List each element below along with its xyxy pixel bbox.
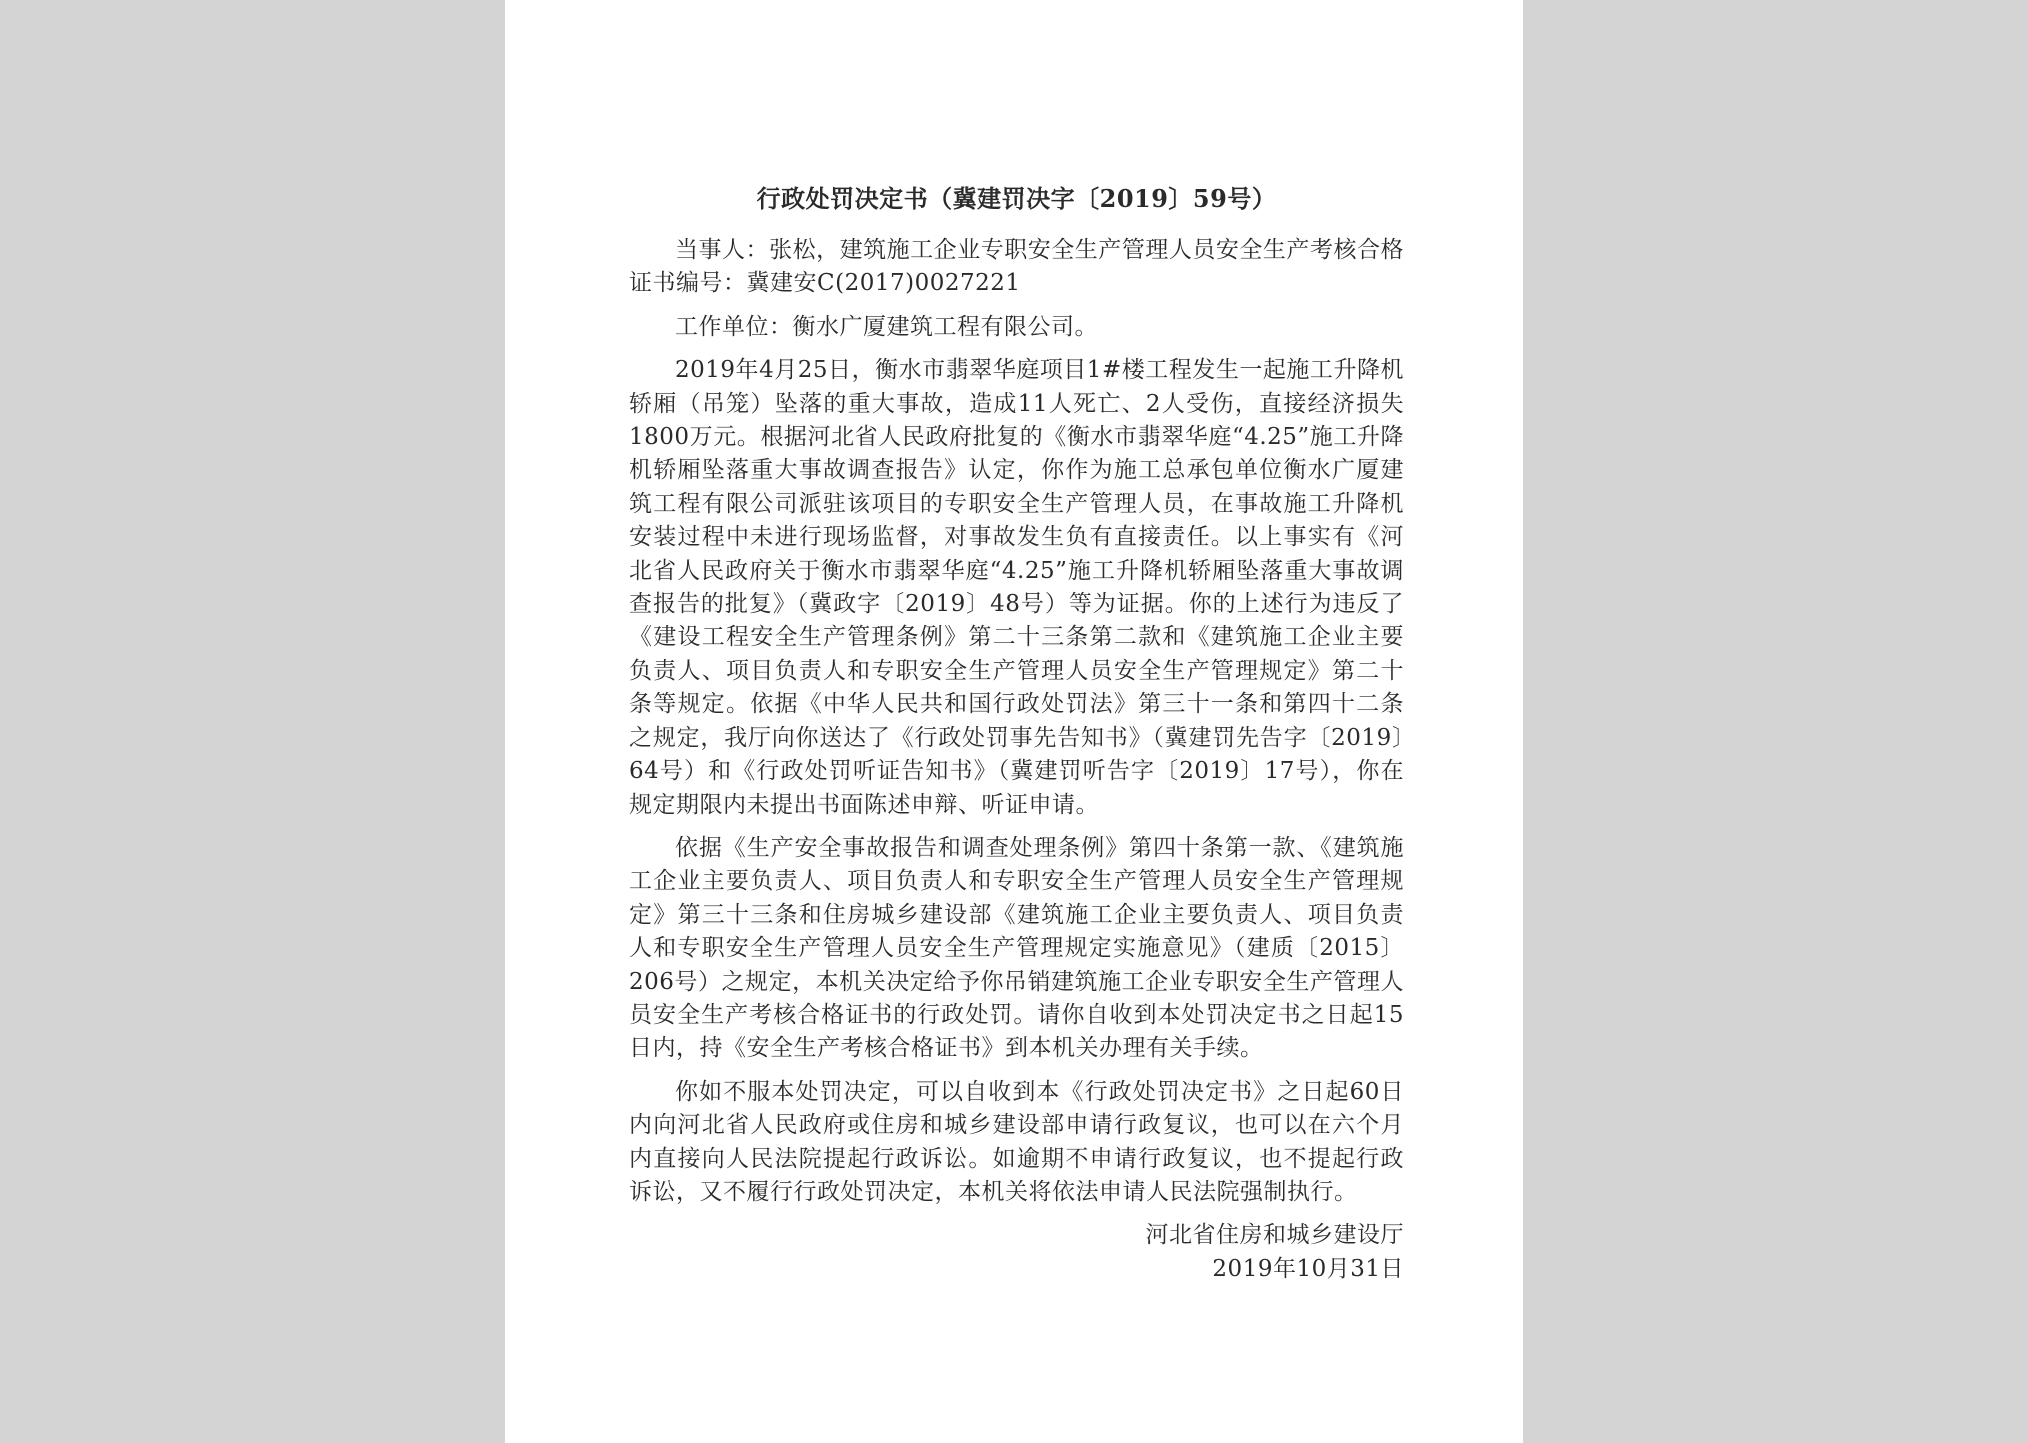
document-title: 行政处罚决定书（冀建罚决字〔2019〕59号） [756,184,1277,213]
employer-paragraph: 工作单位：衡水广厦建筑工程有限公司。 [675,313,1098,340]
facts-paragraph: 2019年4月25日，衡水市翡翠华庭项目1#楼工程发生一起施工升降机轿厢（吊笼）坠落的重大事故，造成11人死亡、2人受伤，直接经济损失1800万元。根据河北省人民政府批复的《衡水市翡翠华庭“4.25”施工升降机轿厢坠落重大事故调查报告》认定，你作为施工总承包单位衡水广厦建筑工程有限公司派驻该项目的专职安全生产管理人员，在事故施工升降机安装过程中未进行现场监督，对事故发生负有直接责任。以上事实有《河北省人民政府关于衡水市翡翠华庭“4.25”施工升降机轿厢坠落重大事故调查报告的批复》（冀政字〔2019〕48号）等为证据。你的上述行为违反了《建设工程安全生产管理条例》第二十三条第二款和《建筑施工企业主要负责人、项目负责人和专职安全生产管理人员安全生产管理规定》第二十条等规定。依据《中华人民共和国行政处罚法》第三十一条和第四十二条之规定，我厅向你送达了《行政处罚事先告知书》（冀建罚先告字〔2019〕64号）和《行政处罚听证告知书》（冀建罚听告字〔2019〕17号），你在规定期限内未提出书面陈述申辩、听证申请。 [629,357,1404,818]
document-page [505,0,1523,1443]
document-body [629,182,1404,1286]
party-paragraph: 当事人：张松，建筑施工企业专职安全生产管理人员安全生产考核合格证书编号：冀建安C(2017)0027221 [629,237,1404,297]
issue-date: 2019年10月31日 [1212,1255,1404,1282]
decision-paragraph: 依据《生产安全事故报告和调查处理条例》第四十条第一款、《建筑施工企业主要负责人、项目负责人和专职安全生产管理人员安全生产管理规定》第三十三条和住房城乡建设部《建筑施工企业主要负责人、项目负责人和专职安全生产管理人员安全生产管理规定实施意见》（建质〔2015〕206号）之规定，本机关决定给予你吊销建筑施工企业专职安全生产管理人员安全生产考核合格证书的行政处罚。请你自收到本处罚决定书之日起15日内，持《安全生产考核合格证书》到本机关办理有关手续。 [629,834,1404,1062]
issuer-signature: 河北省住房和城乡建设厅 [1145,1222,1404,1249]
appeal-paragraph: 你如不服本处罚决定，可以自收到本《行政处罚决定书》之日起60日内向河北省人民政府或住房和城乡建设部申请行政复议，也可以在六个月内直接向人民法院提起行政诉讼。如逾期不申请行政复议，也不提起行政诉讼，又不履行行政处罚决定，本机关将依法申请人民法院强制执行。 [629,1078,1404,1205]
